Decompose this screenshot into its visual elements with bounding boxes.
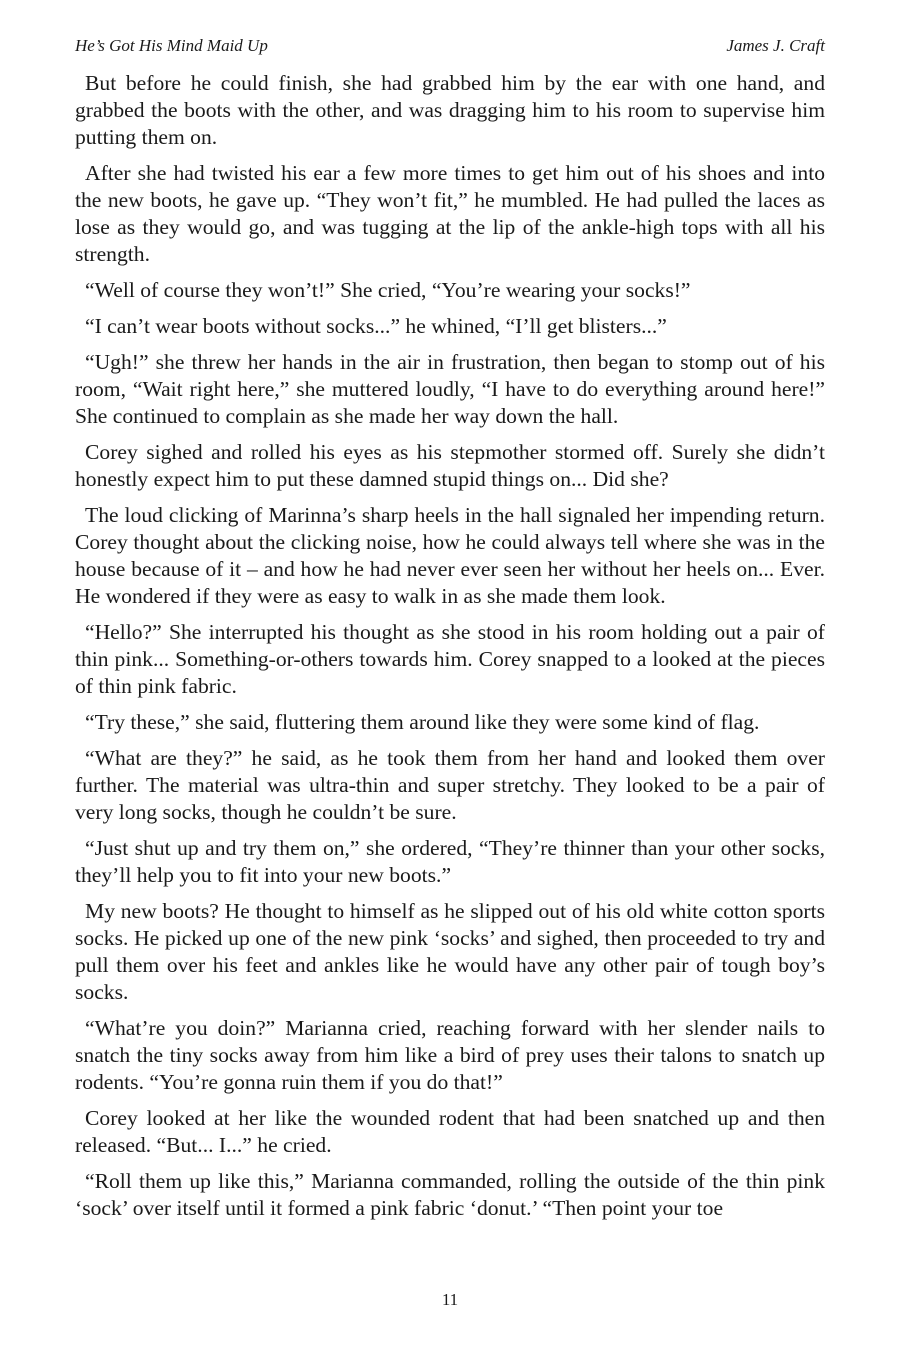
paragraph: “Well of course they won’t!” She cried, “You’re wearing your socks!” — [85, 278, 691, 302]
paragraph: After she had twisted his ear a few more times to get him out of his shoes and into the new boots, he gave up. “They won’t fit,” he mumbled. He had pulled the laces as lose as they would go, and was tugging at the lip of the ankle-high tops with all his strength. — [75, 161, 825, 266]
paragraph: Corey looked at her like the wounded rodent that had been snatched up and then released. “But... I...” he cried. — [75, 1106, 825, 1157]
paragraph: “Ugh!” she threw her hands in the air in frustration, then began to stomp out of his room, “Wait right here,” she muttered loudly, “I have to do everything around here!” She continued to complain as she made her way down the hall. — [75, 350, 825, 428]
paragraph: My new boots? He thought to himself as he slipped out of his old white cotton sports socks. He picked up one of the new pink ‘socks’ and sighed, then proceeded to try and pull them over his feet and ankles like he would have any other pair of tough boy’s socks. — [75, 899, 825, 1004]
paragraph: But before he could finish, she had grabbed him by the ear with one hand, and grabbed the boots with the other, and was dragging him to his room to supervise him putting them on. — [75, 71, 825, 149]
paragraph: “Try these,” she said, fluttering them around like they were some kind of flag. — [85, 710, 760, 734]
paragraph: “What’re you doin?” Marianna cried, reaching forward with her slender nails to snatch the tiny socks away from him like a bird of prey uses their talons to snatch up rodents. “You’re gonna ruin them if you do that!” — [75, 1016, 825, 1094]
paragraph: “Hello?” She interrupted his thought as she stood in his room holding out a pair of thin pink... Something-or-others towards him. Corey snapped to a looked at the pieces of thin pink fabric. — [75, 620, 825, 698]
paragraph: “I can’t wear boots without socks...” he whined, “I’ll get blisters...” — [85, 314, 667, 338]
author-name: James J. Craft — [726, 36, 825, 55]
book-title: He’s Got His Mind Maid Up — [75, 36, 268, 55]
paragraph: “What are they?” he said, as he took them from her hand and looked them over further. The material was ultra-thin and super stretchy. They looked to be a pair of very long socks, though he couldn’t be sure. — [75, 746, 825, 824]
paragraph: “Just shut up and try them on,” she ordered, “They’re thinner than your other socks, they’ll help you to fit into your new boots.” — [75, 836, 825, 887]
body-text — [75, 70, 825, 1222]
paragraph: Corey sighed and rolled his eyes as his stepmother stormed off. Surely she didn’t honestly expect him to put these damned stupid things on... Did she? — [75, 440, 825, 491]
page-number: 11 — [441, 1290, 459, 1309]
paragraph: The loud clicking of Marinna’s sharp heels in the hall signaled her impending return. Corey thought about the clicking noise, how he could always tell where she was in the house because of it – and how he had never ever seen her without her heels on... Ever. He wondered if they were as easy to walk in as she made them look. — [75, 503, 825, 608]
paragraph: “Roll them up like this,” Marianna commanded, rolling the outside of the thin pink ‘sock’ over itself until it formed a pink fabric ‘donut.’ “Then point your toe — [75, 1169, 825, 1220]
